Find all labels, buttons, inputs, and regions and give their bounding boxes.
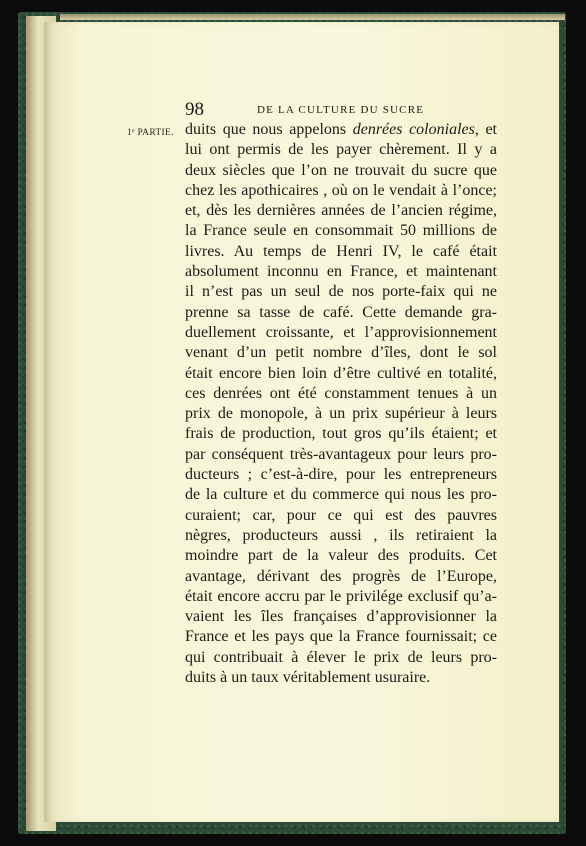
page-header xyxy=(185,99,500,119)
text-line: livres. Au temps de Henri IV, le café était xyxy=(185,242,497,260)
text-line: duellement croissante, et l’approvisionnement xyxy=(185,323,497,341)
text-line: il n’est pas un seul de nos porte-faix qui ne xyxy=(185,283,497,301)
text-line: venant d’un petit nombre d’îles, dont le sol xyxy=(185,344,497,362)
text-line: vaient les îles françaises d’approvisionner la xyxy=(185,608,497,626)
text-line: nègres, producteurs aussi , ils retiraient la xyxy=(185,526,497,544)
text-line: chez les apothicaires , où on le vendait à l’once; xyxy=(185,181,497,199)
text-line: deux siècles que l’on ne trouvait du sucre que xyxy=(185,161,497,179)
text-line: avantage, dérivant des progrès de l’Europe, xyxy=(185,567,497,585)
text-line: duits à un taux véritablement usuraire. xyxy=(185,669,431,687)
text-line: par conséquent très-avantageux pour leurs pro- xyxy=(185,445,497,463)
text-line: curaient; car, pour ce qui est des pauvres xyxy=(185,506,497,524)
text-line: la France seule en consommait 50 millions de xyxy=(185,222,497,240)
text-line: lui ont permis de les payer chèrement. Il y a xyxy=(185,141,497,159)
text-line: de la culture et du commerce qui nous les pro- xyxy=(185,486,497,504)
text-line: et, dès les dernières années de l’ancien régime, xyxy=(185,202,497,220)
text-line: était encore bien loin d’être cultivé en totalité, xyxy=(185,364,497,382)
text-line: absolument inconnu en France, et maintenant xyxy=(185,263,497,281)
running-title: DE LA CULTURE DU SUCRE xyxy=(257,104,425,116)
page-number: 98 xyxy=(185,99,204,120)
text-line: qui contribuait à élever le prix de leurs pro- xyxy=(185,648,497,666)
text-line: ducteurs ; c’est-à-dire, pour les entrepreneurs xyxy=(185,466,497,484)
page-top-edge xyxy=(60,14,565,20)
text-line: France et les pays que la France fournissait; ce xyxy=(185,628,497,646)
text-line: ces denrées ont été constamment tenues à un xyxy=(185,384,497,402)
text-line: duits que nous appelons denrées coloniales, et xyxy=(185,121,497,138)
text-line: était encore accru par le privilége exclusif qu’a- xyxy=(185,587,497,605)
text-line: prix de monopole, à un prix supérieur à leurs xyxy=(185,405,497,423)
text-line: prenne sa tasse de café. Cette demande gra- xyxy=(185,303,497,321)
margin-note: 1ᵉ PARTIE. xyxy=(127,128,174,138)
text-line: frais de production, tout gros qu’ils étaient; et xyxy=(185,425,497,443)
body-text xyxy=(185,120,497,688)
text-line: moindre part de la valeur des produits. Cet xyxy=(185,547,497,565)
